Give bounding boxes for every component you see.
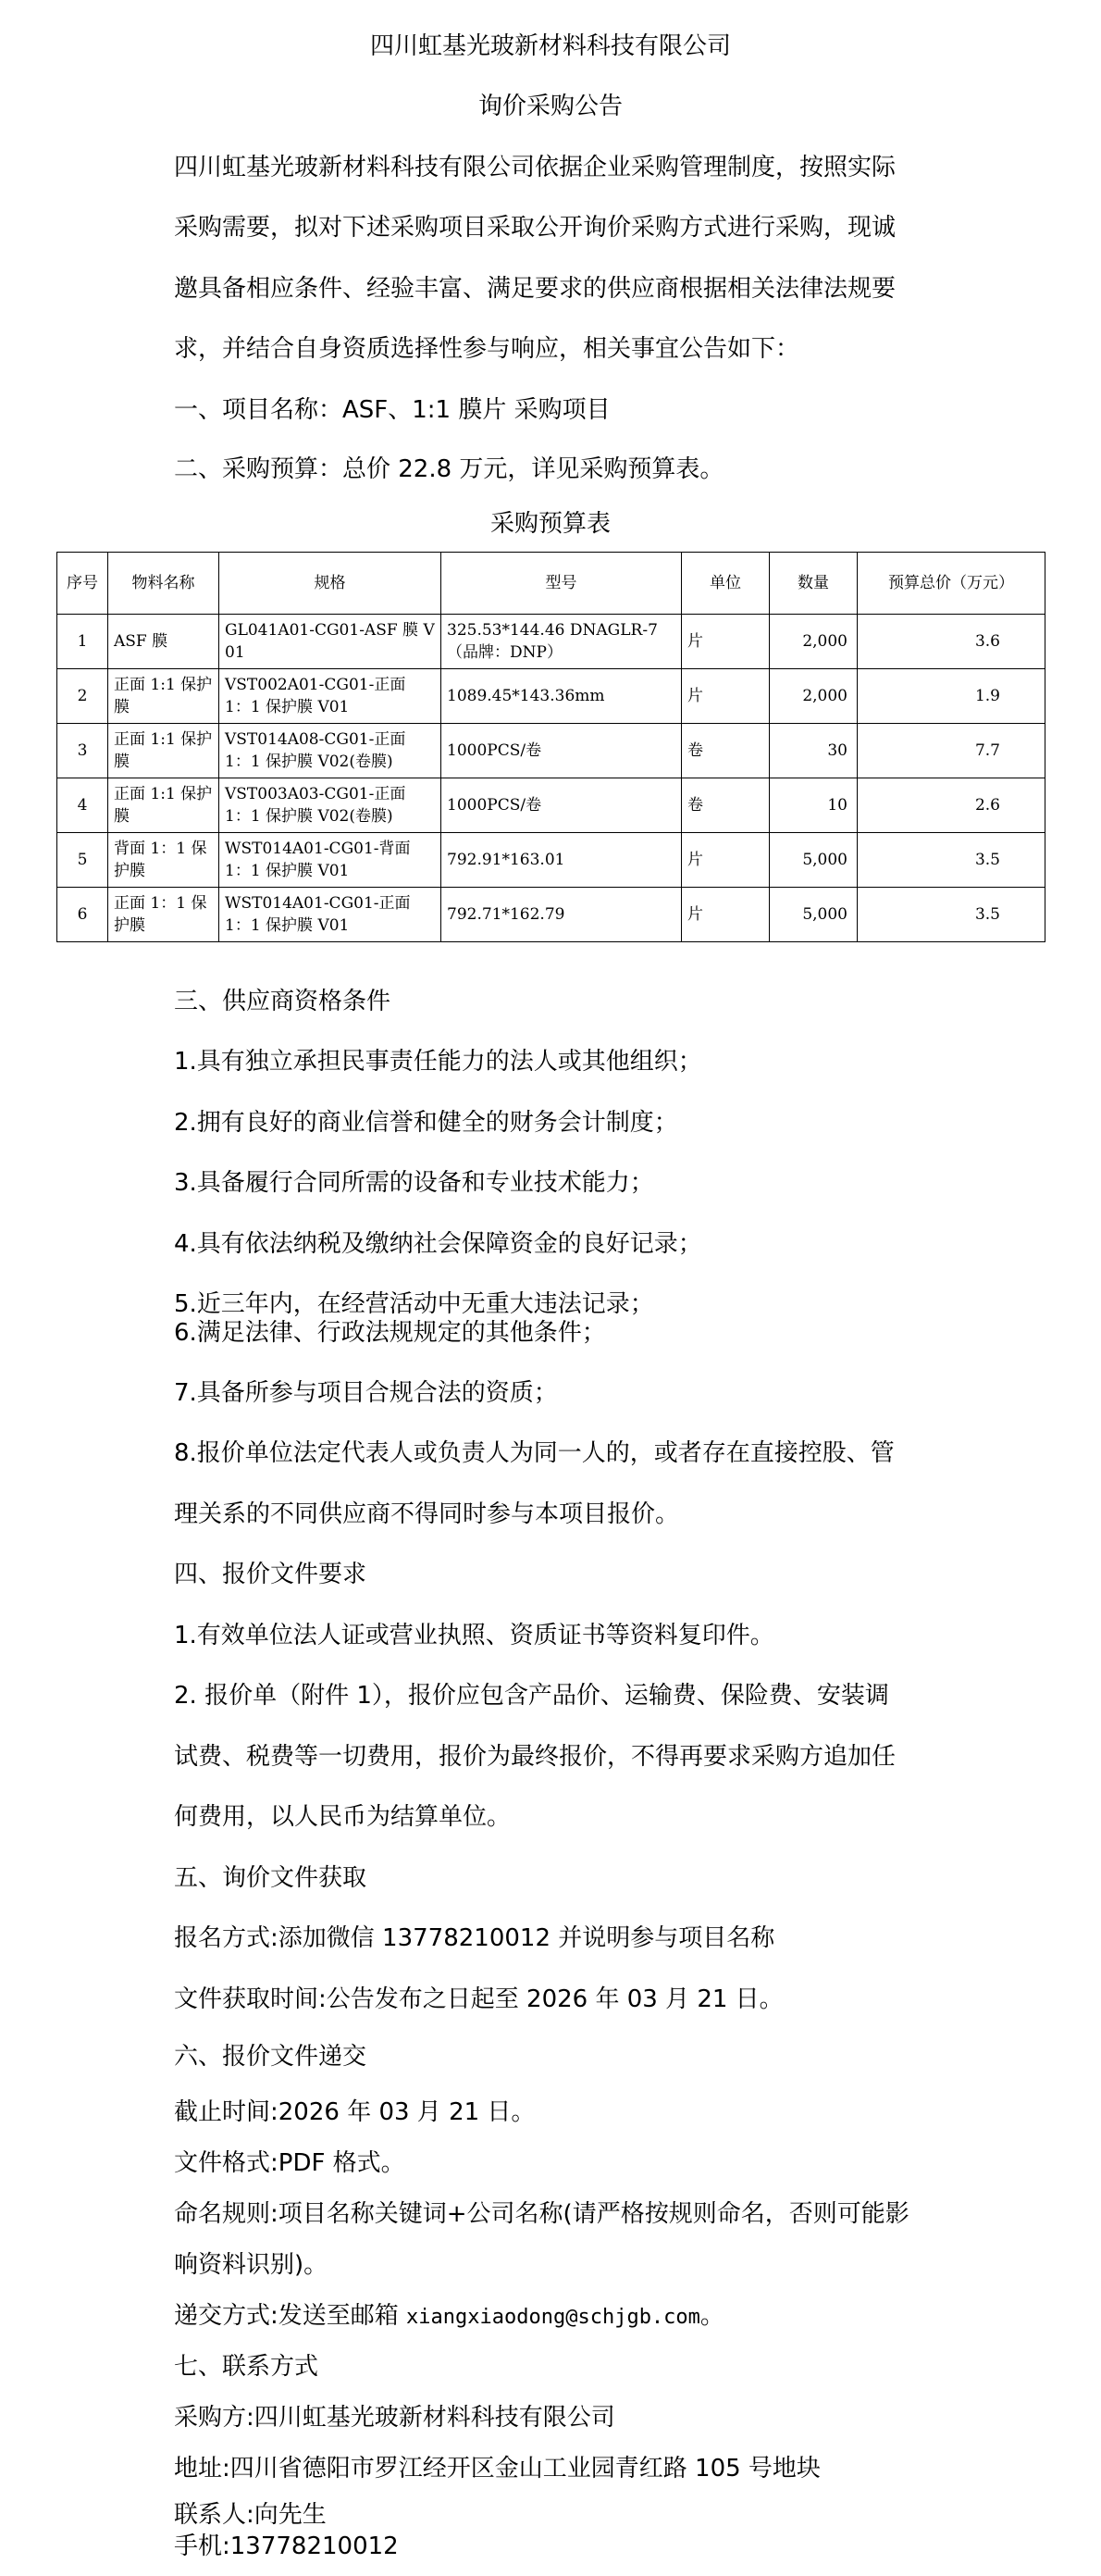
- cell-budget: 3.6: [858, 615, 1045, 669]
- cell-budget: 2.6: [858, 778, 1045, 833]
- header-spec: 规格: [219, 553, 441, 615]
- cell-unit: 片: [682, 833, 770, 888]
- notice-title: 询价采购公告: [477, 93, 623, 120]
- cell-material: 正面 1:1 保护膜: [108, 669, 219, 724]
- header-quantity: 数量: [770, 553, 858, 615]
- cell-budget: 3.5: [858, 833, 1045, 888]
- cell-model: 792.91*163.01: [441, 833, 682, 888]
- cell-budget: 1.9: [858, 669, 1045, 724]
- requirement-item-2-cont: 试费、税费等一切费用，报价为最终报价，不得再要求采购方追加任: [174, 1743, 897, 1771]
- cell-quantity: 30: [770, 724, 858, 778]
- qualification-item-8-cont: 理关系的不同供应商不得同时参与本项目报价。: [174, 1500, 680, 1528]
- cell-unit: 片: [682, 615, 770, 669]
- table-row: [57, 833, 1045, 888]
- cell-model: 792.71*162.79: [441, 888, 682, 942]
- cell-model: 325.53*144.46 DNAGLR-7（品牌：DNP）: [441, 615, 682, 669]
- cell-budget: 7.7: [858, 724, 1045, 778]
- cell-unit: 卷: [682, 778, 770, 833]
- project-name-line: 一、项目名称：ASF、1:1 膜片 采购项目: [174, 396, 611, 424]
- table-row: [57, 669, 1045, 724]
- section7-heading: 七、联系方式: [174, 2353, 319, 2381]
- intro-line-2: 采购需要，拟对下述采购项目采取公开询价采购方式进行采购，现诚: [174, 214, 897, 242]
- document-availability: 文件获取时间:公告发布之日起至 2026 年 03 月 21 日。: [174, 1985, 784, 2013]
- section6-heading: 六、报价文件递交: [174, 2043, 367, 2071]
- cell-material: 正面 1：1 保护膜: [108, 888, 219, 942]
- cell-budget: 3.5: [858, 888, 1045, 942]
- table-row: [57, 778, 1045, 833]
- table-row: [57, 724, 1045, 778]
- purchaser: 采购方:四川虹基光玻新材料科技有限公司: [174, 2404, 615, 2432]
- header-index: 序号: [57, 553, 108, 615]
- cell-material: ASF 膜: [108, 615, 219, 669]
- cell-unit: 卷: [682, 724, 770, 778]
- cell-spec: VST014A08-CG01-正面 1：1 保护膜 V02(卷膜): [219, 724, 441, 778]
- cell-quantity: 2,000: [770, 669, 858, 724]
- budget-table: [56, 552, 1045, 942]
- budget-table-title: 采购预算表: [489, 510, 611, 538]
- submission-method-label: 递交方式:发送至邮箱: [174, 2302, 407, 2330]
- cell-quantity: 5,000: [770, 833, 858, 888]
- table-header-row: [57, 553, 1045, 615]
- header-material: 物料名称: [108, 553, 219, 615]
- cell-spec: WST014A01-CG01-正面 1：1 保护膜 V01: [219, 888, 441, 942]
- header-unit: 单位: [682, 553, 770, 615]
- cell-index: 4: [57, 778, 108, 833]
- header-model: 型号: [441, 553, 682, 615]
- naming-rule-cont: 响资料识别)。: [174, 2251, 328, 2279]
- qualification-item-2: 2.拥有良好的商业信誉和健全的财务会计制度；: [174, 1109, 678, 1137]
- cell-index: 3: [57, 724, 108, 778]
- cell-spec: WST014A01-CG01-背面 1：1 保护膜 V01: [219, 833, 441, 888]
- qualification-item-6: 6.满足法律、行政法规规定的其他条件；: [174, 1319, 606, 1347]
- file-format: 文件格式:PDF 格式。: [174, 2149, 405, 2177]
- submission-method-end: 。: [699, 2302, 724, 2330]
- cell-model: 1089.45*143.36mm: [441, 669, 682, 724]
- cell-material: 正面 1:1 保护膜: [108, 724, 219, 778]
- cell-quantity: 10: [770, 778, 858, 833]
- cell-model: 1000PCS/卷: [441, 778, 682, 833]
- cell-unit: 片: [682, 669, 770, 724]
- qualification-item-5: 5.近三年内，在经营活动中无重大违法记录；: [174, 1290, 654, 1318]
- section3-heading: 三、供应商资格条件: [174, 988, 391, 1015]
- cell-quantity: 5,000: [770, 888, 858, 942]
- requirement-item-2-end: 何费用，以人民币为结算单位。: [174, 1803, 512, 1831]
- qualification-item-1: 1.具有独立承担民事责任能力的法人或其他组织；: [174, 1048, 702, 1076]
- section4-heading: 四、报价文件要求: [174, 1561, 367, 1588]
- cell-material: 背面 1：1 保护膜: [108, 833, 219, 888]
- cell-material: 正面 1:1 保护膜: [108, 778, 219, 833]
- header-budget: 预算总价（万元）: [858, 553, 1045, 615]
- qualification-item-3: 3.具备履行合同所需的设备和专业技术能力；: [174, 1169, 654, 1197]
- table-row: [57, 615, 1045, 669]
- cell-quantity: 2,000: [770, 615, 858, 669]
- cell-index: 2: [57, 669, 108, 724]
- contact-phone: 手机:13778210012: [174, 2532, 399, 2560]
- company-title: 四川虹基光玻新材料科技有限公司: [369, 32, 731, 60]
- qualification-item-7: 7.具备所参与项目合规合法的资质；: [174, 1379, 558, 1407]
- contact-person: 联系人:向先生: [174, 2501, 327, 2529]
- intro-line-1: 四川虹基光玻新材料科技有限公司依据企业采购管理制度，按照实际: [174, 154, 897, 181]
- table-row: [57, 888, 1045, 942]
- cell-unit: 片: [682, 888, 770, 942]
- intro-line-4: 求，并结合自身资质选择性参与响应，相关事宜公告如下：: [174, 335, 800, 363]
- cell-model: 1000PCS/卷: [441, 724, 682, 778]
- cell-index: 6: [57, 888, 108, 942]
- requirement-item-2: 2. 报价单（附件 1），报价应包含产品价、运输费、保险费、安装调: [174, 1682, 889, 1710]
- submission-method: [174, 2300, 724, 2333]
- section5-heading: 五、询价文件获取: [174, 1864, 367, 1892]
- cell-index: 1: [57, 615, 108, 669]
- qualification-item-8: 8.报价单位法定代表人或负责人为同一人的，或者存在直接控股、管: [174, 1439, 895, 1467]
- budget-line: 二、采购预算：总价 22.8 万元，详见采购预算表。: [174, 455, 724, 483]
- requirement-item-1: 1.有效单位法人证或营业执照、资质证书等资料复印件。: [174, 1622, 774, 1649]
- cell-index: 5: [57, 833, 108, 888]
- qualification-item-4: 4.具有依法纳税及缴纳社会保障资金的良好记录；: [174, 1230, 702, 1258]
- registration-method: 报名方式:添加微信 13778210012 并说明参与项目名称: [174, 1924, 775, 1952]
- cell-spec: GL041A01-CG01-ASF 膜 V01: [219, 615, 441, 669]
- cell-spec: VST003A03-CG01-正面 1：1 保护膜 V02(卷膜): [219, 778, 441, 833]
- submission-deadline: 截止时间:2026 年 03 月 21 日。: [174, 2098, 536, 2126]
- address: 地址:四川省德阳市罗江经开区金山工业园青红路 105 号地块: [174, 2455, 821, 2483]
- cell-spec: VST002A01-CG01-正面 1：1 保护膜 V01: [219, 669, 441, 724]
- intro-line-3: 邀具备相应条件、经验丰富、满足要求的供应商根据相关法律法规要: [174, 275, 897, 303]
- naming-rule: 命名规则:项目名称关键词+公司名称(请严格按规则命名，否则可能影: [174, 2200, 909, 2228]
- submission-email: xiangxiaodong@schjgb.com: [406, 2306, 700, 2329]
